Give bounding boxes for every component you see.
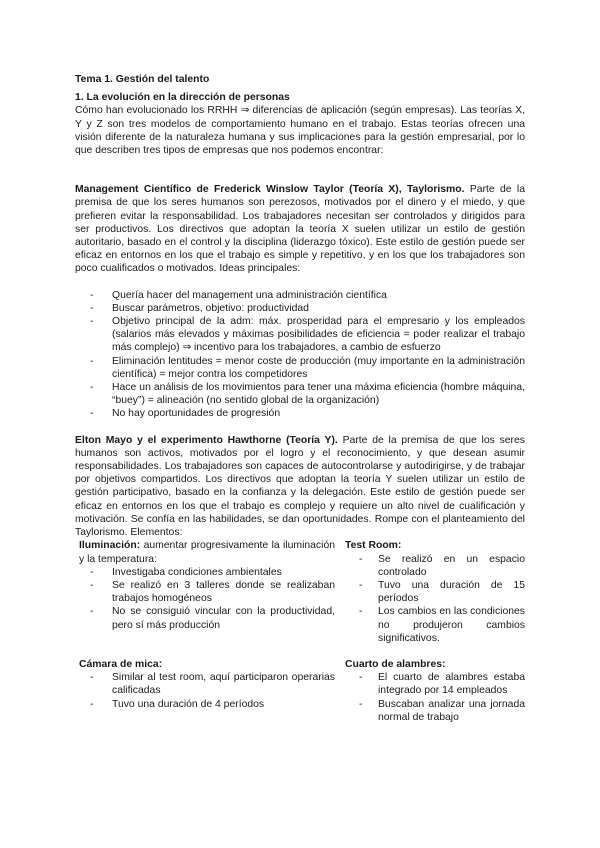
section-intro: Cómo han evolucionado los RRHH ⇒ diferencias de aplicación (según empresas). Las teorías X, Y y Z son tres modelos de comportamiento humano en el trabajo. Estas teorías ofrecen una visión diferente de la naturaleza humana y sus implicaciones para la gestión empresarial, por lo que describen tres tipos de empresas que nos podemos encontrar: [75,105,525,157]
test-room-title: Test Room: [345,540,402,552]
test-room-list [345,553,525,645]
list-item: - El cuarto de alambres estaba integrado por 14 empleados [345,671,525,697]
iluminacion-desc: aumentar progresivamente la iluminación y la temperatura: [79,540,335,565]
experiments-row-2 [75,658,525,724]
list-item: - Hace un análisis de los movimientos para tener una máxima eficiencia (hombre máquina, “buey”) = alineación (no sentido global de la organización) [75,381,525,407]
list-item: - Investigaba condiciones ambientales [75,566,335,579]
list-item: - Tuvo una duración de 4 períodos [75,698,335,711]
list-item: - Objetivo principal de la adm: máx. prosperidad para el empresario y los empleados (salarios más elevados y máximas posibilidades de eficiencia = poder realizar el trabajo más complejo) ⇒ incentivo para los trabajadores, a cambio de esfuerzo [75,315,525,355]
list-item: - Se realizó en 3 talleres donde se realizaban trabajos homogéneos [75,579,335,605]
section-heading: 1. La evolución en la dirección de personas [75,92,290,104]
iluminacion-title: Iluminación: [79,540,141,552]
camara-mica-title: Cámara de mica: [79,658,163,670]
list-item: - No se consiguió vincular con la productividad, pero sí más producción [75,605,335,631]
document-content [75,73,525,724]
test-room-block [345,539,525,645]
document-title: Tema 1. Gestión del talento [75,74,210,85]
taylor-paragraph [75,183,525,275]
list-item: - Similar al test room, aquí participaron operarias calificadas [75,671,335,697]
taylor-heading: Management Científico de Frederick Winslow Taylor (Teoría X), Taylorismo. [75,184,465,196]
iluminacion-block [75,539,335,645]
list-item: - Quería hacer del management una administración científica [75,289,525,302]
list-item: - Se realizó en un espacio controlado [345,553,525,579]
cuarto-alambres-block [345,658,525,724]
taylor-list [75,289,525,421]
cuarto-alambres-title: Cuarto de alambres: [345,658,446,670]
mayo-heading: Elton Mayo y el experimento Hawthorne (Teoría Y). [75,434,338,446]
list-item: - Tuvo una duración de 15 períodos [345,579,525,605]
list-item: - Eliminación lentitudes = menor coste de producción (muy importante en la administración científica) = mejor contra los competidores [75,355,525,381]
cuarto-alambres-list [345,671,525,724]
mayo-paragraph [75,434,525,540]
taylor-body: Parte de la premisa de que los seres humanos son perezosos, motivados por el dinero y el miedo, y que prefieren evitar la responsabilidad. Los trabajadores necesitan ser controlados y dirigidos para ser productivos. Los directivos que adoptan la teoría X suelen utilizar un estilo de gestión autoritario, basado en el control y la disciplina (liderazgo tóxico). Este estilo de gestión puede ser eficaz en entornos en los que el trabajo es simple y repetitivo, y en los que los trabajadores son poco cualificados o motivados. Ideas principales: [75,184,525,275]
experiments-row-1 [75,539,525,645]
mayo-body: Parte de la premisa de que los seres humanos son activos, motivados por el logro y el reconocimiento, y que desean asumir responsabilidades. Los trabajadores son capaces de autocontrolarse y autodirigirse, y de trabajar por objetivos compartidos. Los directivos que adoptan la teoría Y suelen utilizar un estilo de gestión participativo, basado en la confianza y la delegación. Este estilo de gestión puede ser eficaz en entornos en los que el trabajo es complejo y requiere un alto nivel de cualificación y motivación. Se confía en las habilidades, se dan oportunidades. Rompe con el planteamiento del Taylorismo. Elementos: [75,434,525,539]
list-item: - Los cambios en las condiciones no produjeron cambios significativos. [345,605,525,645]
iluminacion-list [75,566,335,632]
list-item: - Buscaban analizar una jornada normal de trabajo [345,698,525,724]
iluminacion-intro [75,539,335,565]
camara-mica-list [75,671,335,711]
list-item: - Buscar parámetros, objetivo: productividad [75,302,525,315]
list-item: - No hay oportunidades de progresión [75,407,525,420]
camara-mica-block [75,658,335,724]
